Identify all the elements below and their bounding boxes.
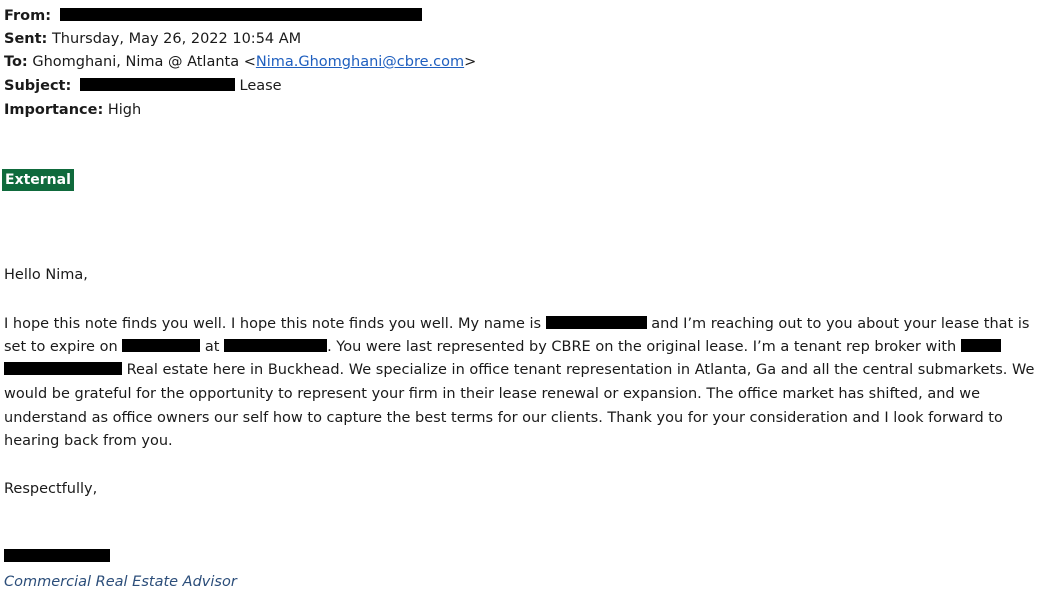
body-text: . You were last represented by CBRE on the original lease. I’m a tenant rep broker with <box>327 339 957 355</box>
from-label: From: <box>4 8 51 24</box>
body-line-6: hearing back from you. <box>4 433 173 449</box>
redacted-company <box>961 339 1001 352</box>
signature-title: Commercial Real Estate Advisor <box>4 574 237 590</box>
to-open: < <box>243 54 256 70</box>
importance-label: Importance: <box>4 102 104 118</box>
redacted-sender <box>60 8 422 21</box>
body-line-4: would be grateful for the opportunity to represent your firm in their lease renewal or expansion. The office market has shifted, and we <box>4 386 980 402</box>
external-badge: External <box>2 169 74 191</box>
redacted-signature-name <box>4 549 110 562</box>
sent-value: Thursday, May 26, 2022 10:54 AM <box>51 31 302 47</box>
sent-label: Sent: <box>4 31 48 47</box>
to-close: > <box>464 54 477 70</box>
subject-suffix: Lease <box>239 78 282 94</box>
body-text: at <box>204 339 220 355</box>
redacted-company-cont <box>4 362 122 375</box>
body-line-3 <box>4 360 1034 380</box>
body-line-2 <box>4 337 1001 357</box>
subject-row <box>4 76 282 96</box>
body-text: Real estate here in Buckhead. We specialize in office tenant representation in Atlanta, Ga and all the central submarkets. We <box>126 362 1035 378</box>
redacted-sender-name <box>546 316 647 329</box>
body-text: and I’m reaching out to you about your lease that is <box>651 316 1030 332</box>
to-name: Ghomghani, Nima @ Atlanta <box>32 54 240 70</box>
redacted-subject <box>80 78 235 91</box>
sent-row <box>4 29 301 49</box>
signature-name-row <box>4 547 110 567</box>
body-line-5: understand as office owners our self how to capture the best terms for our clients. Thank you for your consideration and I look forward to <box>4 410 1003 426</box>
body-text: set to expire on <box>4 339 118 355</box>
greeting: Hello Nima, <box>4 267 88 283</box>
closing: Respectfully, <box>4 481 98 497</box>
redacted-date <box>122 339 200 352</box>
body-text: I hope this note finds you well. I hope this note finds you well. My name is <box>4 316 542 332</box>
importance-row <box>4 100 141 120</box>
to-email-link[interactable]: Nima.Ghomghani@cbre.com <box>255 54 465 70</box>
redacted-address <box>224 339 327 352</box>
importance-value: High <box>107 102 142 118</box>
to-label: To: <box>4 54 28 70</box>
from-row <box>4 6 422 26</box>
to-row <box>4 52 476 72</box>
subject-label: Subject: <box>4 78 72 94</box>
body-line-1 <box>4 314 1029 334</box>
